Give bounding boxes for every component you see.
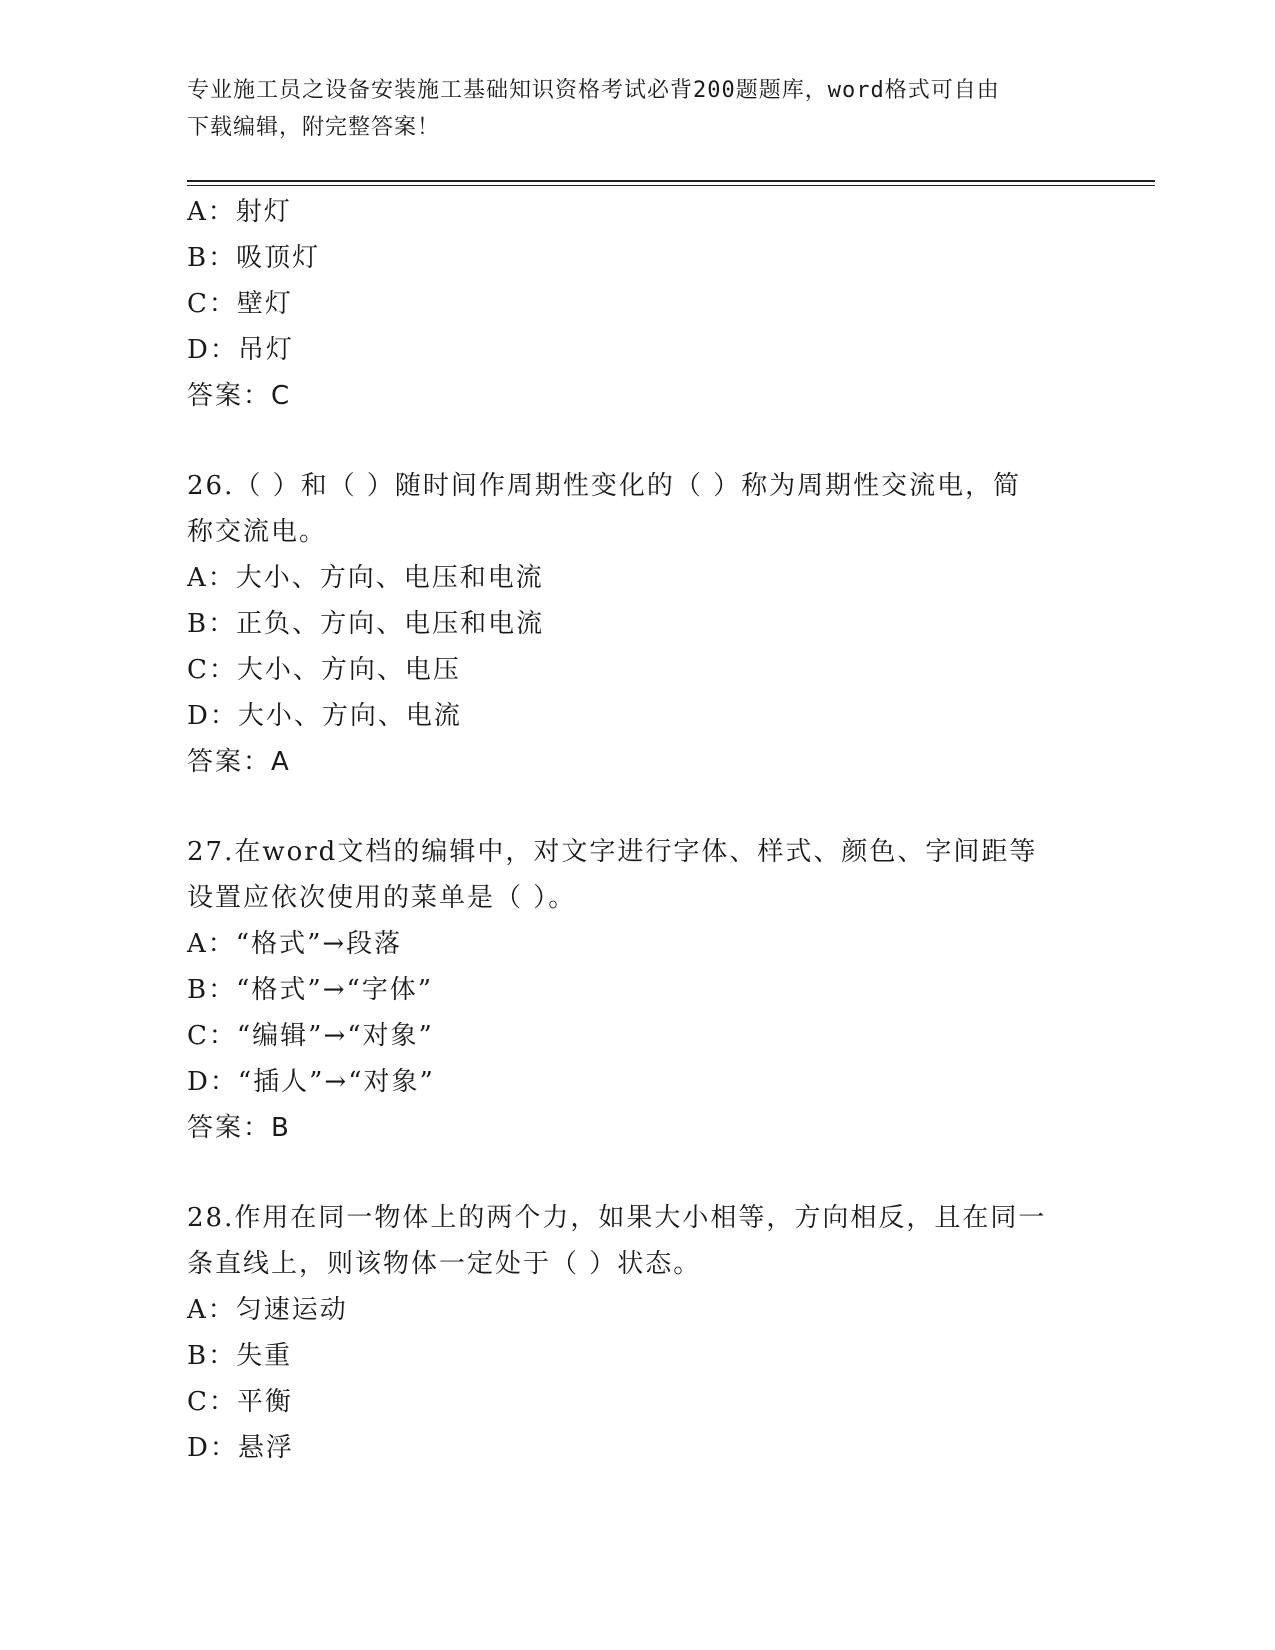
option-d: D：大小、方向、电流 xyxy=(187,701,462,731)
header-line-1: 专业施工员之设备安装施工基础知识资格考试必背200题题库，word格式可自由 xyxy=(187,78,1000,103)
question-spacer xyxy=(187,785,1067,829)
option-a: A：射灯 xyxy=(187,197,292,227)
option-c: C：壁灯 xyxy=(187,289,293,319)
question-28 xyxy=(187,1195,1067,1471)
question-content xyxy=(187,189,1067,1471)
option-b: B：“格式”→“字体” xyxy=(187,975,434,1005)
question-stem-line-2: 设置应依次使用的菜单是（ ）。 xyxy=(187,883,577,913)
option-d: D：吊灯 xyxy=(187,335,294,365)
option-b: B：失重 xyxy=(187,1341,293,1371)
question-27 xyxy=(187,829,1067,1151)
option-a: A：“格式”→段落 xyxy=(187,929,403,959)
question-stem-line-1: 28.作用在同一物体上的两个力，如果大小相等，方向相反，且在同一 xyxy=(187,1203,1047,1233)
answer-line: 答案：C xyxy=(187,381,292,411)
option-c: C：大小、方向、电压 xyxy=(187,655,461,685)
option-c: C：平衡 xyxy=(187,1387,293,1417)
option-a: A：匀速运动 xyxy=(187,1295,348,1325)
question-stem-line-1: 26.（ ）和（ ）随时间作周期性变化的（ ）称为周期性交流电，简 xyxy=(187,471,1022,501)
question-spacer xyxy=(187,419,1067,463)
question-stem-line-1: 27.在word文档的编辑中，对文字进行字体、样式、颜色、字间距等 xyxy=(187,837,1038,867)
question-26 xyxy=(187,463,1067,785)
answer-line: 答案：B xyxy=(187,1113,291,1143)
header-line-2: 下载编辑，附完整答案！ xyxy=(187,115,441,140)
option-b: B：吸顶灯 xyxy=(187,243,321,273)
option-c: C：“编辑”→“对象” xyxy=(187,1021,434,1051)
option-a: A：大小、方向、电压和电流 xyxy=(187,563,544,593)
header-rule-thin xyxy=(187,185,1155,186)
answer-line: 答案：A xyxy=(187,747,291,777)
header-rule-thick xyxy=(187,180,1155,182)
question-spacer xyxy=(187,1151,1067,1195)
question-stem-line-2: 称交流电。 xyxy=(187,517,328,547)
option-b: B：正负、方向、电压和电流 xyxy=(187,609,545,639)
question-stem-line-2: 条直线上，则该物体一定处于（ ）状态。 xyxy=(187,1249,702,1279)
option-d: D：“插人”→“对象” xyxy=(187,1067,435,1097)
option-d: D：悬浮 xyxy=(187,1433,294,1463)
document-header xyxy=(187,72,1067,146)
question-25 xyxy=(187,189,1067,419)
